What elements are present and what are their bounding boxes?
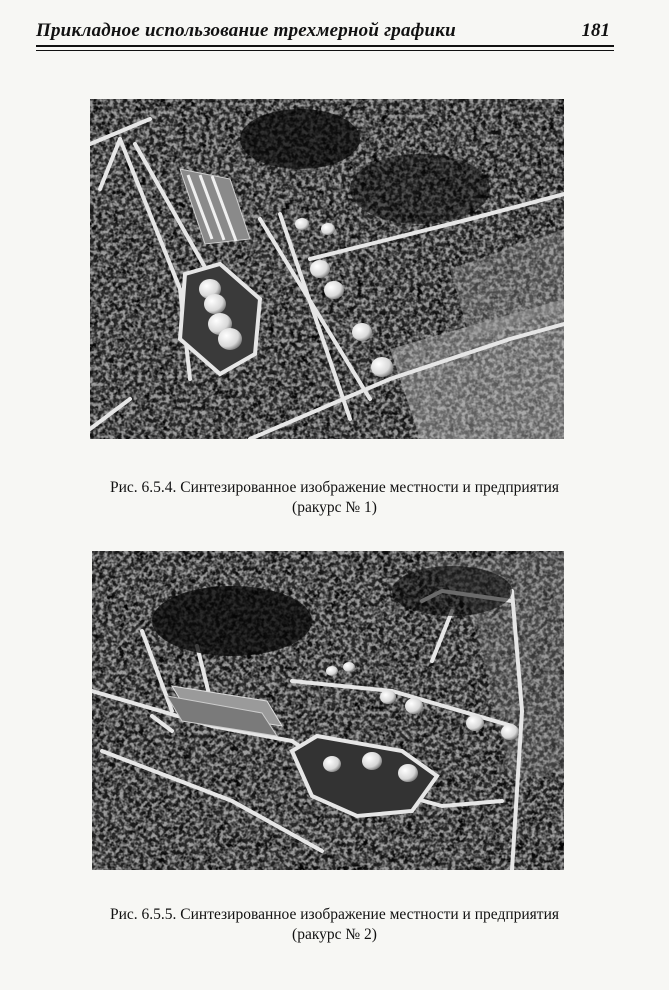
caption-2-line-2: (ракурс № 2) [292,926,377,943]
caption-1-line-2: (ракурс № 1) [292,499,377,516]
figure-caption-1 [30,478,639,518]
running-head-title: Прикладное использование трехмерной графики [36,20,456,41]
figure-terrain-view-2 [92,551,564,870]
terrain-render-2 [92,551,564,870]
terrain-render-1 [90,99,564,439]
header-rule-thick [36,45,614,47]
figure-caption-2 [30,905,639,945]
figure-terrain-view-1 [90,99,564,439]
running-head [36,20,614,44]
caption-2-line-1: Рис. 6.5.5. Синтезированное изображение местности и предприятия [109,906,559,923]
header-rule-thin [36,50,614,51]
caption-1-line-1: Рис. 6.5.4. Синтезированное изображение местности и предприятия [109,479,559,496]
page-number: 181 [581,20,610,41]
